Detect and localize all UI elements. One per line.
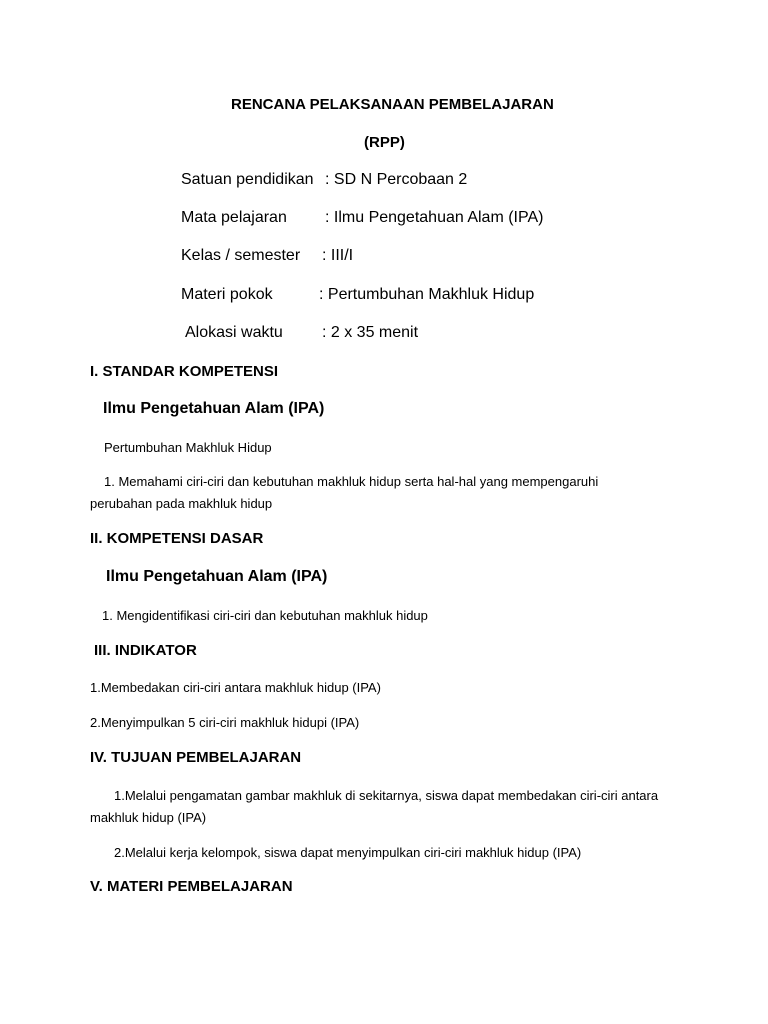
satuan-value: : SD N Percobaan 2 <box>325 171 468 188</box>
mapel-label: Mata pelajaran <box>181 209 287 226</box>
tujuan-item-1: 1.Melalui pengamatan gambar makhluk di sekitarnya, siswa dapat membedakan ciri-ciri antara makhluk hidup (IPA) <box>90 788 659 825</box>
materi-value: : Pertumbuhan Makhluk Hidup <box>319 286 535 303</box>
kd-subject: Ilmu Pengetahuan Alam (IPA) <box>106 568 328 585</box>
materi-label: Materi pokok <box>181 286 273 303</box>
section-heading-kd: II. KOMPETENSI DASAR <box>90 530 264 547</box>
mapel-value: : Ilmu Pengetahuan Alam (IPA) <box>325 209 544 226</box>
section-heading-sk: I. STANDAR KOMPETENSI <box>90 363 279 380</box>
sk-item-1: 1. Memahami ciri-ciri dan kebutuhan makhluk hidup serta hal-hal yang mempengaruhi perubahan pada makhluk hidup <box>90 474 599 511</box>
sk-subject: Ilmu Pengetahuan Alam (IPA) <box>103 400 325 417</box>
sk-topic: Pertumbuhan Makhluk Hidup <box>104 440 272 455</box>
document-subtitle: (RPP) <box>364 134 405 151</box>
kelas-value: : III/I <box>322 247 354 264</box>
tujuan-item-2: 2.Melalui kerja kelompok, siswa dapat menyimpulkan ciri-ciri makhluk hidup (IPA) <box>114 845 582 860</box>
section-heading-materi: V. MATERI PEMBELAJARAN <box>90 878 293 895</box>
kd-item-1: 1. Mengidentifikasi ciri-ciri dan kebutuhan makhluk hidup <box>102 608 428 623</box>
document-title: RENCANA PELAKSANAAN PEMBELAJARAN <box>231 96 554 113</box>
alokasi-label: Alokasi waktu <box>185 324 283 341</box>
satuan-label: Satuan pendidikan <box>181 171 314 188</box>
alokasi-value: : 2 x 35 menit <box>322 324 419 341</box>
section-heading-indikator: III. INDIKATOR <box>94 642 197 659</box>
section-heading-tujuan: IV. TUJUAN PEMBELAJARAN <box>90 749 302 766</box>
indikator-item-2: 2.Menyimpulkan 5 ciri-ciri makhluk hidupi (IPA) <box>90 715 360 730</box>
kelas-label: Kelas / semester <box>181 247 301 264</box>
indikator-item-1: 1.Membedakan ciri-ciri antara makhluk hidup (IPA) <box>90 680 381 695</box>
